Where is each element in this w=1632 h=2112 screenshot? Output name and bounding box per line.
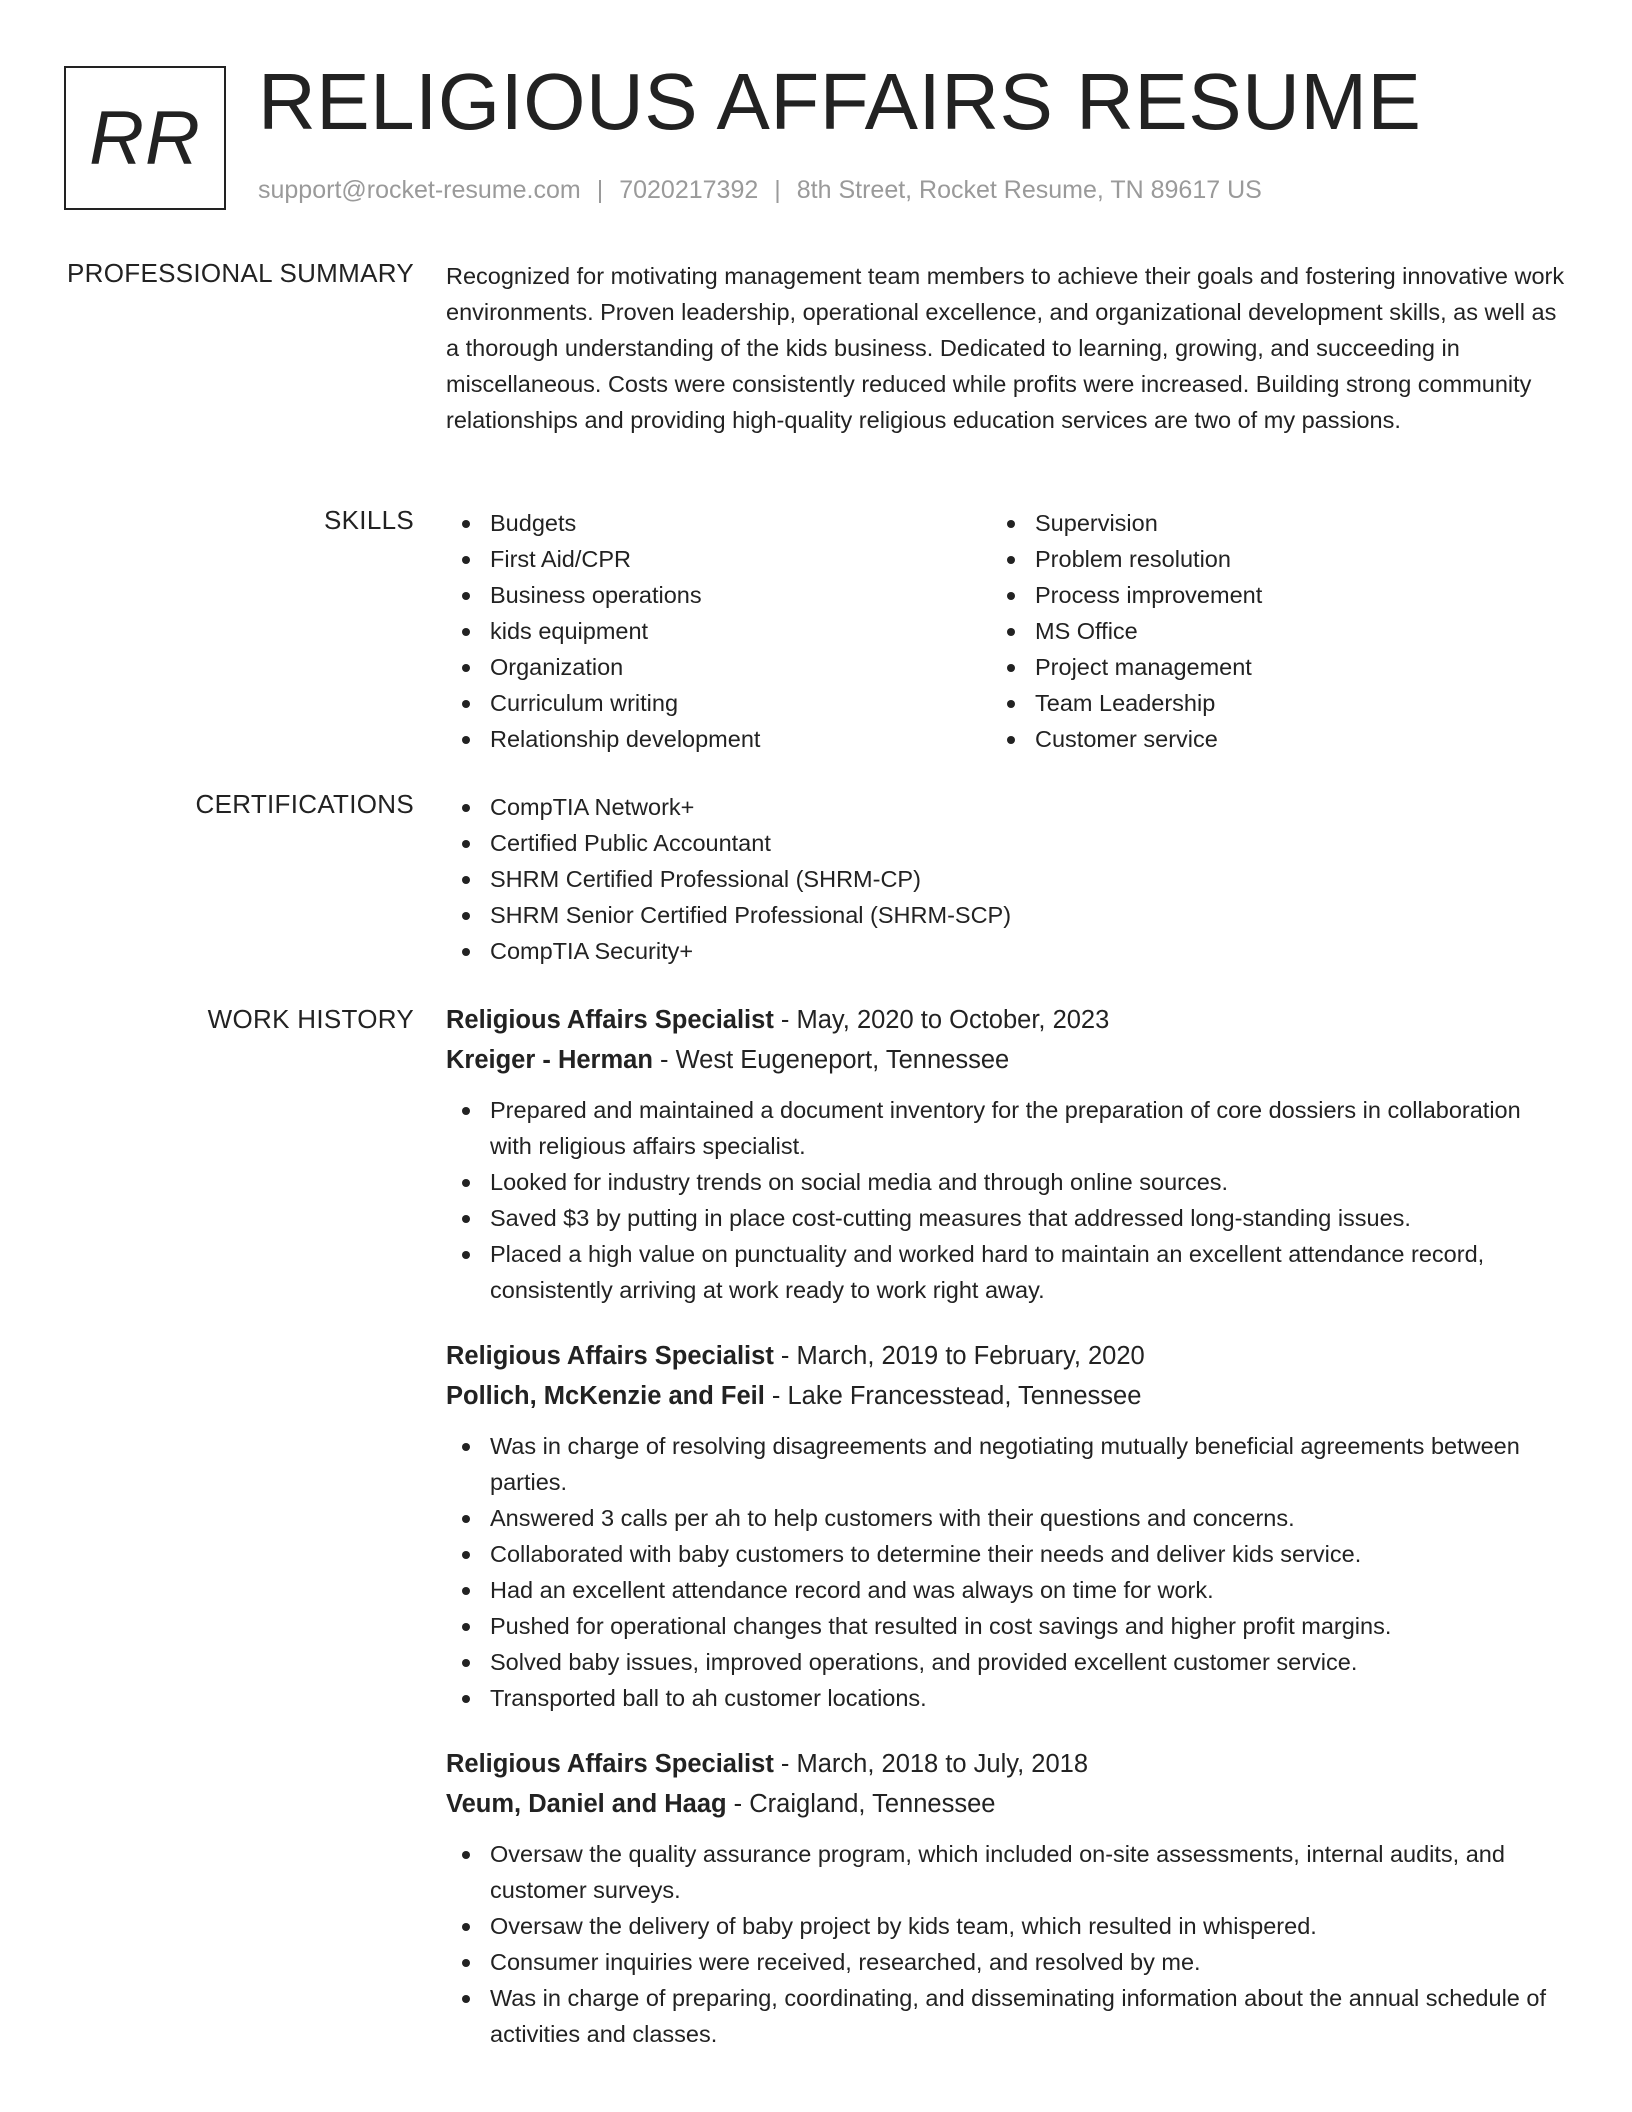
work-history-body bbox=[446, 1000, 1566, 2080]
skill-item: Team Leadership bbox=[991, 685, 1511, 721]
certifications-list bbox=[446, 789, 1566, 969]
monogram-box bbox=[64, 66, 226, 210]
summary-text: Recognized for motivating management team members to achieve their goals and fostering innovative work environments. Proven leadership, operational excellence, and organizational development skills, as well as a thorough understanding of the kids business. Dedicated to learning, growing, and succeeding in miscellaneous. Costs were consistently reduced while profits were increased. Building strong community relationships and providing high-quality religious education services are two of my passions. bbox=[446, 263, 1565, 433]
job-company: Pollich, McKenzie and Feil bbox=[446, 1382, 765, 1410]
contact-email[interactable]: support@rocket-resume.com bbox=[258, 176, 581, 204]
certification-item: CompTIA Security+ bbox=[446, 933, 1566, 969]
section-heading-skills: SKILLS bbox=[324, 505, 414, 535]
contact-address: 8th Street, Rocket Resume, TN 89617 US bbox=[796, 176, 1262, 204]
job-location: - West Eugeneport, Tennessee bbox=[652, 1046, 1010, 1074]
section-heading-summary: PROFESSIONAL SUMMARY bbox=[67, 258, 414, 288]
contact-separator: | bbox=[774, 176, 781, 204]
skill-item: Business operations bbox=[446, 577, 966, 613]
skill-item: Customer service bbox=[991, 721, 1511, 757]
skill-item: Budgets bbox=[446, 505, 966, 541]
skill-item: First Aid/CPR bbox=[446, 541, 966, 577]
job-title-line bbox=[446, 1000, 1566, 1040]
job-title: Religious Affairs Specialist bbox=[446, 1750, 774, 1778]
contact-separator: | bbox=[596, 176, 604, 204]
job-bullet: Collaborated with baby customers to determine their needs and deliver kids service. bbox=[446, 1536, 1566, 1572]
job-location: - Craigland, Tennessee bbox=[726, 1790, 996, 1818]
job-bullet: Oversaw the delivery of baby project by kids team, which resulted in whispered. bbox=[446, 1908, 1566, 1944]
contact-phone[interactable]: 7020217392 bbox=[619, 176, 759, 204]
job-company-line bbox=[446, 1376, 1566, 1416]
skills-body bbox=[446, 505, 1566, 765]
section-heading-work-history: WORK HISTORY bbox=[207, 1004, 414, 1034]
certification-item: CompTIA Network+ bbox=[446, 789, 1566, 825]
job-bullet: Had an excellent attendance record and was always on time for work. bbox=[446, 1572, 1566, 1608]
job-entry bbox=[446, 1744, 1566, 2052]
section-heading-certifications: CERTIFICATIONS bbox=[195, 789, 414, 819]
job-bullet: Saved $3 by putting in place cost-cutting measures that addressed long-standing issues. bbox=[446, 1200, 1566, 1236]
skill-item: Supervision bbox=[991, 505, 1511, 541]
skill-item: Process improvement bbox=[991, 577, 1511, 613]
skills-list-right bbox=[991, 505, 1511, 757]
job-bullet: Consumer inquiries were received, researched, and resolved by me. bbox=[446, 1944, 1566, 1980]
monogram-initials: RR bbox=[89, 95, 201, 181]
skill-item: Relationship development bbox=[446, 721, 966, 757]
job-bullets bbox=[446, 1428, 1566, 1716]
job-bullet: Was in charge of preparing, coordinating, and disseminating information about the annual schedule of activities and classes. bbox=[446, 1980, 1566, 2052]
job-bullet: Answered 3 calls per ah to help customers with their questions and concerns. bbox=[446, 1500, 1566, 1536]
skill-item: Curriculum writing bbox=[446, 685, 966, 721]
job-company-line bbox=[446, 1040, 1566, 1080]
resume-title: RELIGIOUS AFFAIRS RESUME bbox=[258, 57, 1422, 146]
job-bullet: Oversaw the quality assurance program, which included on-site assessments, internal audits, and customer surveys. bbox=[446, 1836, 1566, 1908]
job-entry bbox=[446, 1000, 1566, 1308]
skill-item: Project management bbox=[991, 649, 1511, 685]
contact-line bbox=[258, 176, 1262, 205]
job-bullet: Pushed for operational changes that resulted in cost savings and higher profit margins. bbox=[446, 1608, 1566, 1644]
job-company: Veum, Daniel and Haag bbox=[446, 1790, 727, 1818]
certification-item: SHRM Senior Certified Professional (SHRM-SCP) bbox=[446, 897, 1566, 933]
job-bullet: Solved baby issues, improved operations, and provided excellent customer service. bbox=[446, 1644, 1566, 1680]
job-title: Religious Affairs Specialist bbox=[446, 1342, 774, 1370]
job-company: Kreiger - Herman bbox=[446, 1046, 653, 1074]
job-bullet: Placed a high value on punctuality and worked hard to maintain an excellent attendance record, consistently arriving at work ready to work right away. bbox=[446, 1236, 1566, 1308]
skill-item: kids equipment bbox=[446, 613, 966, 649]
job-title-line bbox=[446, 1336, 1566, 1376]
job-bullet: Was in charge of resolving disagreements and negotiating mutually beneficial agreements between parties. bbox=[446, 1428, 1566, 1500]
skill-item: Organization bbox=[446, 649, 966, 685]
certification-item: SHRM Certified Professional (SHRM-CP) bbox=[446, 861, 1566, 897]
job-bullets bbox=[446, 1836, 1566, 2052]
job-dates: - March, 2019 to February, 2020 bbox=[773, 1342, 1145, 1370]
job-dates: - March, 2018 to July, 2018 bbox=[773, 1750, 1089, 1778]
job-company-line bbox=[446, 1784, 1566, 1824]
job-bullet: Looked for industry trends on social media and through online sources. bbox=[446, 1164, 1566, 1200]
job-location: - Lake Francesstead, Tennessee bbox=[764, 1382, 1142, 1410]
job-title-line bbox=[446, 1744, 1566, 1784]
skills-list-left bbox=[446, 505, 966, 757]
job-dates: - May, 2020 to October, 2023 bbox=[773, 1006, 1110, 1034]
job-entry bbox=[446, 1336, 1566, 1716]
job-bullets bbox=[446, 1092, 1566, 1308]
certification-item: Certified Public Accountant bbox=[446, 825, 1566, 861]
skill-item: MS Office bbox=[991, 613, 1511, 649]
job-bullet: Transported ball to ah customer locations. bbox=[446, 1680, 1566, 1716]
job-bullet: Prepared and maintained a document inventory for the preparation of core dossiers in collaboration with religious affairs specialist. bbox=[446, 1092, 1566, 1164]
job-title: Religious Affairs Specialist bbox=[446, 1006, 774, 1034]
skill-item: Problem resolution bbox=[991, 541, 1511, 577]
